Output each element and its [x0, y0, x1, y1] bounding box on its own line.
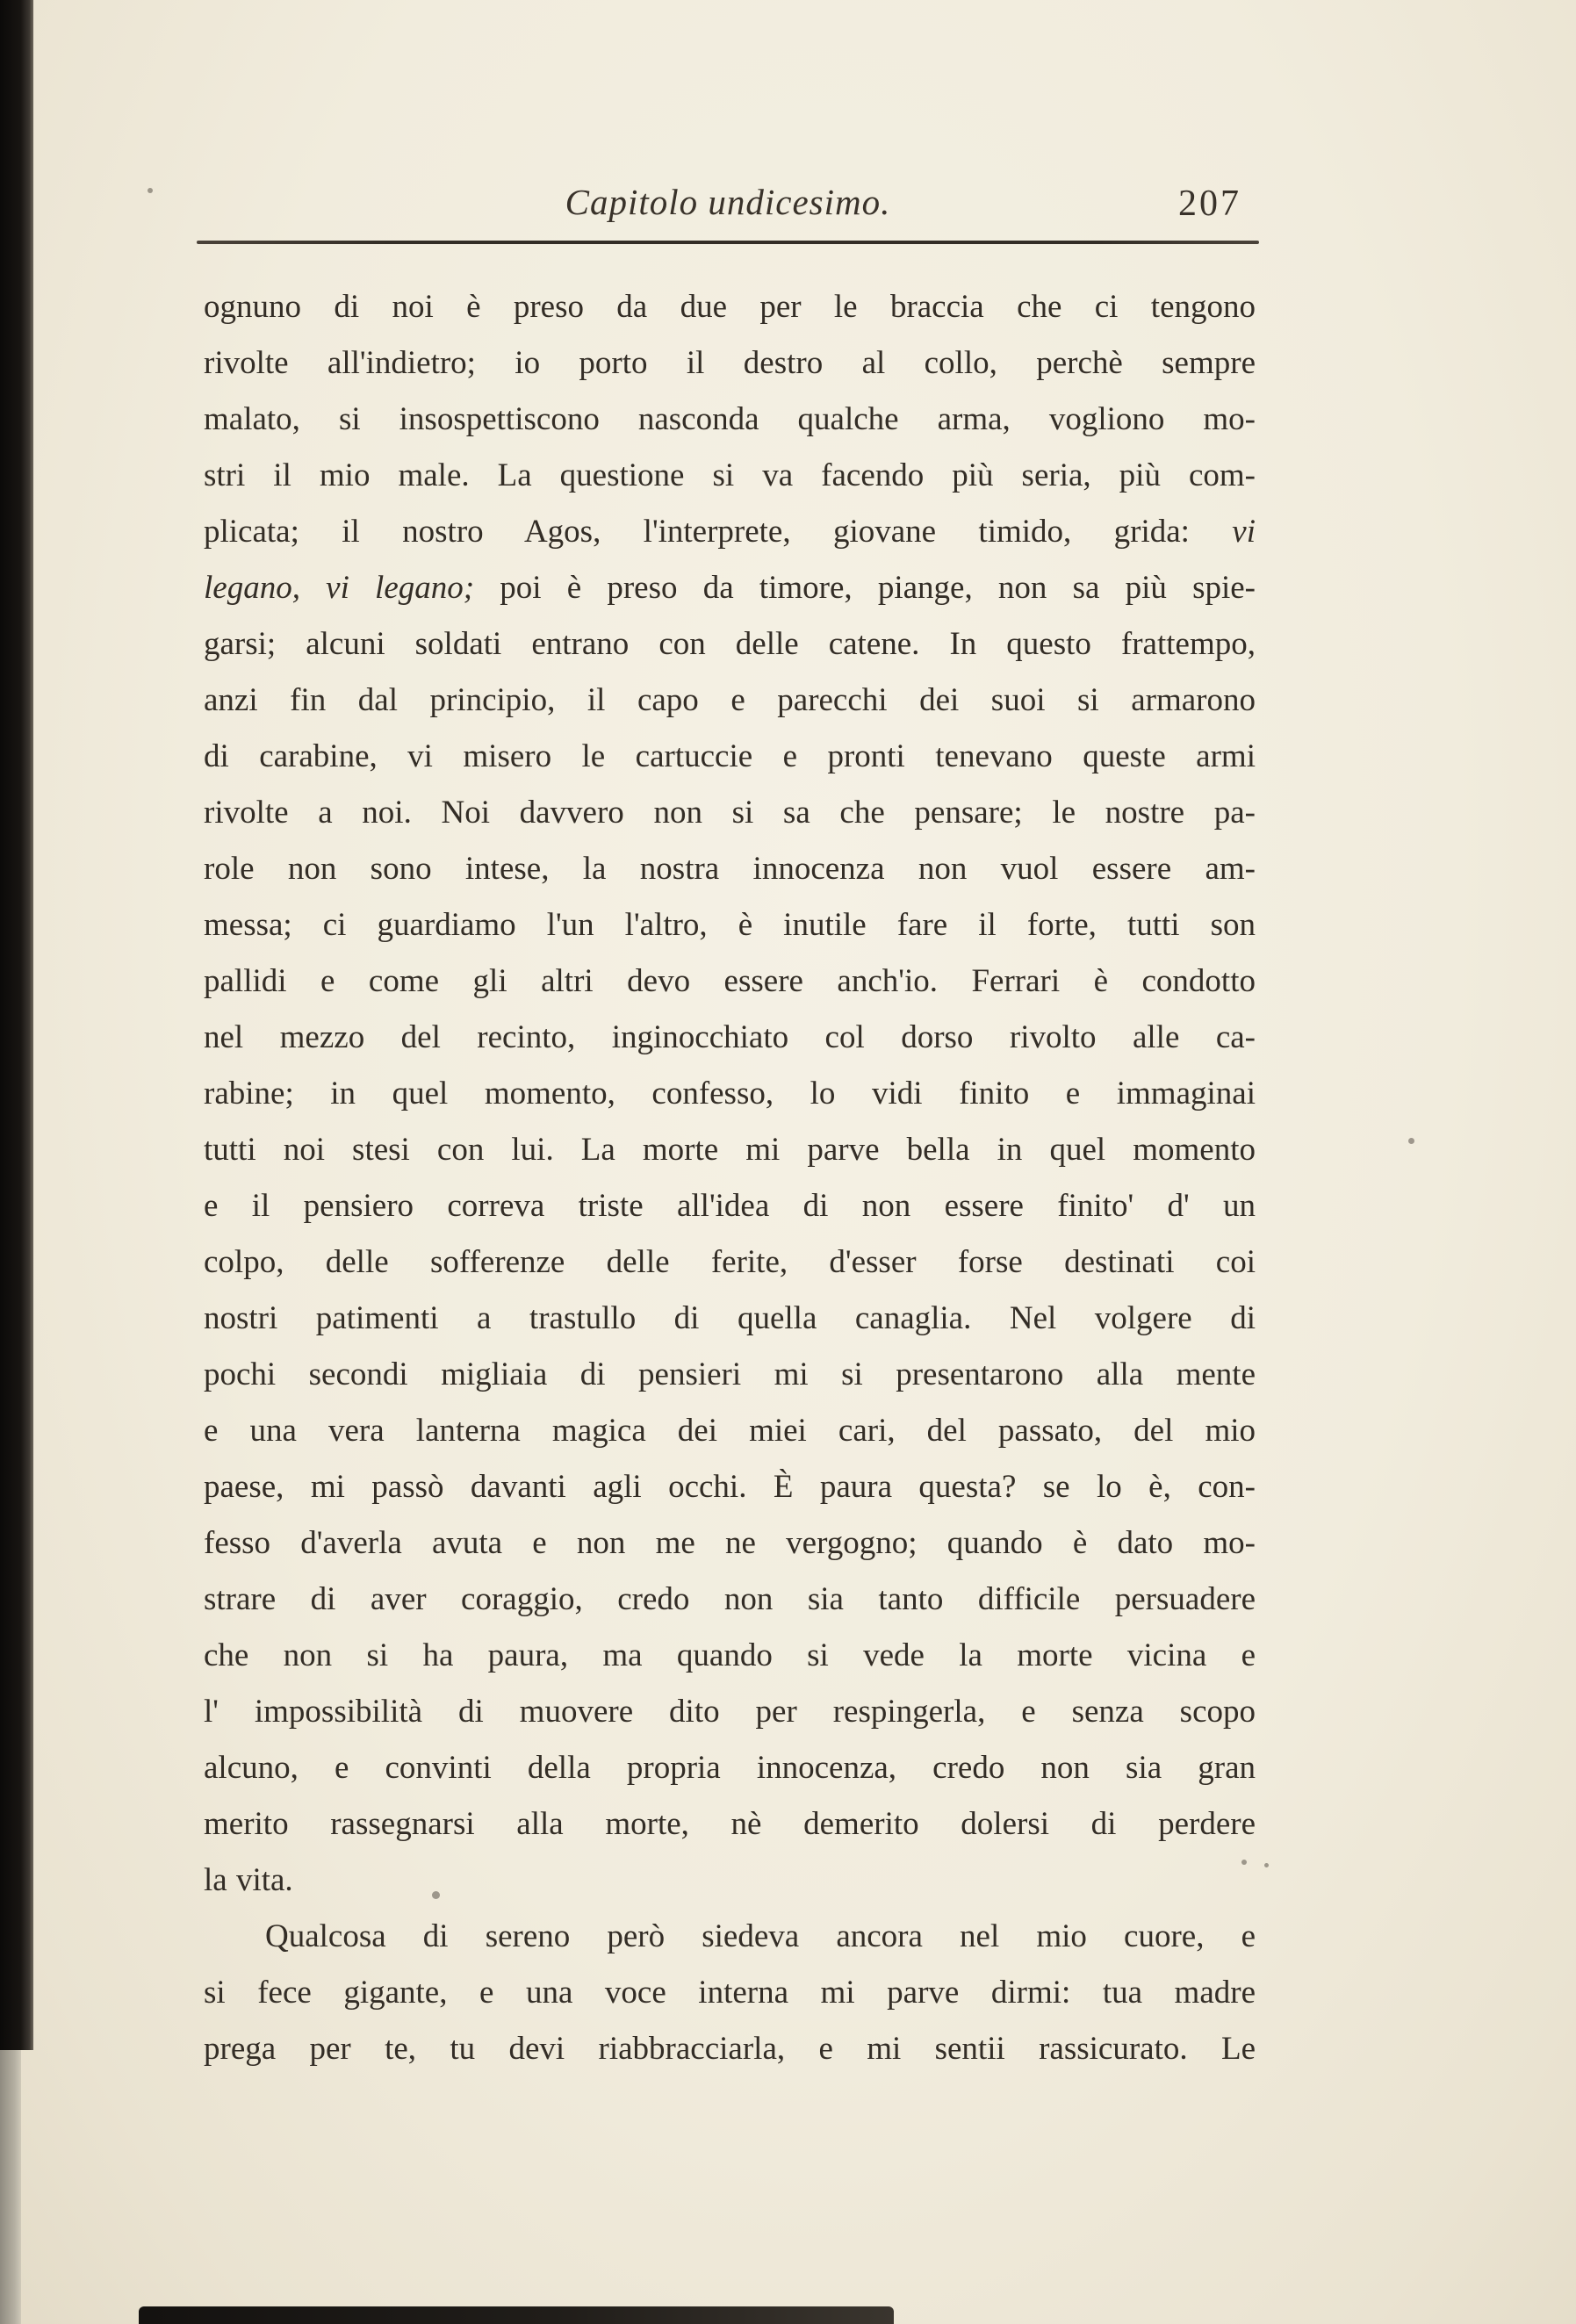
page-number: 207	[1178, 183, 1241, 224]
text-line	[204, 1178, 1256, 1234]
text-line	[204, 392, 1256, 448]
text-segment: garsi; alcuni soldati entrano con delle catene. In questo frattempo,	[204, 626, 1256, 662]
text-segment: anzi fin dal principio, il capo e parecchi dei suoi si armarono	[204, 682, 1256, 718]
text-segment: stri il mio male. La questione si va facendo più seria, più com-	[204, 457, 1256, 493]
text-line	[204, 1459, 1256, 1515]
text-line	[204, 1234, 1256, 1291]
page-header	[198, 181, 1257, 234]
text-line	[204, 1403, 1256, 1459]
text-line	[204, 785, 1256, 841]
text-line	[204, 1796, 1256, 1853]
text-line	[204, 448, 1256, 504]
text-segment: nostri patimenti a trastullo di quella canaglia. Nel volgere di	[204, 1300, 1256, 1336]
italic-text-segment: legano, vi legano;	[204, 570, 475, 606]
text-segment: rabine; in quel momento, confesso, lo vidi finito e immaginai	[204, 1076, 1256, 1112]
text-line	[204, 729, 1256, 785]
text-line	[204, 1347, 1256, 1403]
scan-speck	[1241, 1860, 1247, 1865]
italic-text-segment: vi	[1232, 514, 1256, 550]
text-segment: prega per te, tu devi riabbracciarla, e mi sentii rassicurato. Le	[204, 2031, 1256, 2067]
chapter-title: Capitolo undicesimo.	[565, 182, 891, 222]
text-line	[204, 560, 1256, 616]
text-segment: alcuno, e convinti della propria innocenza, credo non sia gran	[204, 1750, 1256, 1786]
text-segment: paese, mi passò davanti agli occhi. È paura questa? se lo è, con-	[204, 1469, 1256, 1505]
text-segment: merito rassegnarsi alla morte, nè demerito dolersi di perdere	[204, 1806, 1256, 1842]
text-line	[204, 1684, 1256, 1740]
text-segment: rivolte a noi. Noi davvero non si sa che pensare; le nostre pa-	[204, 795, 1256, 831]
bottom-scan-bar	[139, 2306, 894, 2324]
text-line	[204, 504, 1256, 560]
binding-shadow-lower	[0, 2050, 21, 2324]
text-segment: si fece gigante, e una voce interna mi parve dirmi: tua madre	[204, 1975, 1256, 2011]
text-segment: e il pensiero correva triste all'idea di non essere finito' d' un	[204, 1188, 1256, 1224]
text-segment: e una vera lanterna magica dei miei cari, del passato, del mio	[204, 1413, 1256, 1449]
text-segment: messa; ci guardiamo l'un l'altro, è inutile fare il forte, tutti son	[204, 907, 1256, 943]
text-line	[204, 335, 1256, 392]
text-line	[204, 841, 1256, 897]
text-segment: fesso d'averla avuta e non me ne vergogno; quando è dato mo-	[204, 1525, 1256, 1561]
text-line	[204, 1291, 1256, 1347]
text-block	[204, 279, 1256, 2077]
text-segment: Qualcosa di sereno però siedeva ancora nel mio cuore, e	[265, 1918, 1256, 1954]
text-segment: pochi secondi migliaia di pensieri mi si presentarono alla mente	[204, 1356, 1256, 1392]
text-line	[204, 279, 1256, 335]
text-line	[204, 673, 1256, 729]
text-line	[204, 1628, 1256, 1684]
text-segment: tutti noi stesi con lui. La morte mi parve bella in quel momento	[204, 1132, 1256, 1168]
text-segment: poi è preso da timore, piange, non sa più spie-	[474, 570, 1256, 606]
text-segment: pallidi e come gli altri devo essere anch'io. Ferrari è condotto	[204, 963, 1256, 999]
text-line	[204, 1122, 1256, 1178]
binding-shadow-bar	[0, 0, 33, 2050]
text-segment: plicata; il nostro Agos, l'interprete, giovane timido, grida:	[204, 514, 1233, 550]
text-line	[204, 1066, 1256, 1122]
scan-speck	[1264, 1863, 1269, 1867]
scan-speck	[1408, 1138, 1414, 1144]
text-segment: colpo, delle sofferenze delle ferite, d'esser forse destinati coi	[204, 1244, 1256, 1280]
text-segment: strare di aver coraggio, credo non sia tanto difficile persuadere	[204, 1581, 1256, 1617]
text-line	[204, 616, 1256, 673]
scan-speck	[432, 1891, 440, 1899]
text-line	[204, 1515, 1256, 1572]
text-segment: che non si ha paura, ma quando si vede la morte vicina e	[204, 1637, 1256, 1673]
text-segment: ognuno di noi è preso da due per le braccia che ci tengono	[204, 289, 1256, 325]
text-line	[204, 897, 1256, 953]
text-line	[204, 2021, 1256, 2077]
text-segment: l' impossibilità di muovere dito per respingerla, e senza scopo	[204, 1694, 1256, 1730]
text-line	[204, 1853, 1256, 1909]
text-segment: malato, si insospettiscono nasconda qualche arma, vogliono mo-	[204, 401, 1256, 437]
text-line	[204, 1010, 1256, 1066]
header-rule	[197, 241, 1259, 244]
text-segment: rivolte all'indietro; io porto il destro al collo, perchè sempre	[204, 345, 1256, 381]
text-segment: la vita.	[204, 1862, 293, 1898]
text-line	[204, 1740, 1256, 1796]
text-segment: role non sono intese, la nostra innocenza non vuol essere am-	[204, 851, 1256, 887]
text-segment: di carabine, vi misero le cartuccie e pronti tenevano queste armi	[204, 738, 1256, 774]
text-line	[204, 1909, 1256, 1965]
scan-speck	[148, 188, 153, 193]
text-line	[204, 953, 1256, 1010]
text-line	[204, 1965, 1256, 2021]
text-segment: nel mezzo del recinto, inginocchiato col dorso rivolto alle ca-	[204, 1019, 1256, 1055]
text-line	[204, 1572, 1256, 1628]
